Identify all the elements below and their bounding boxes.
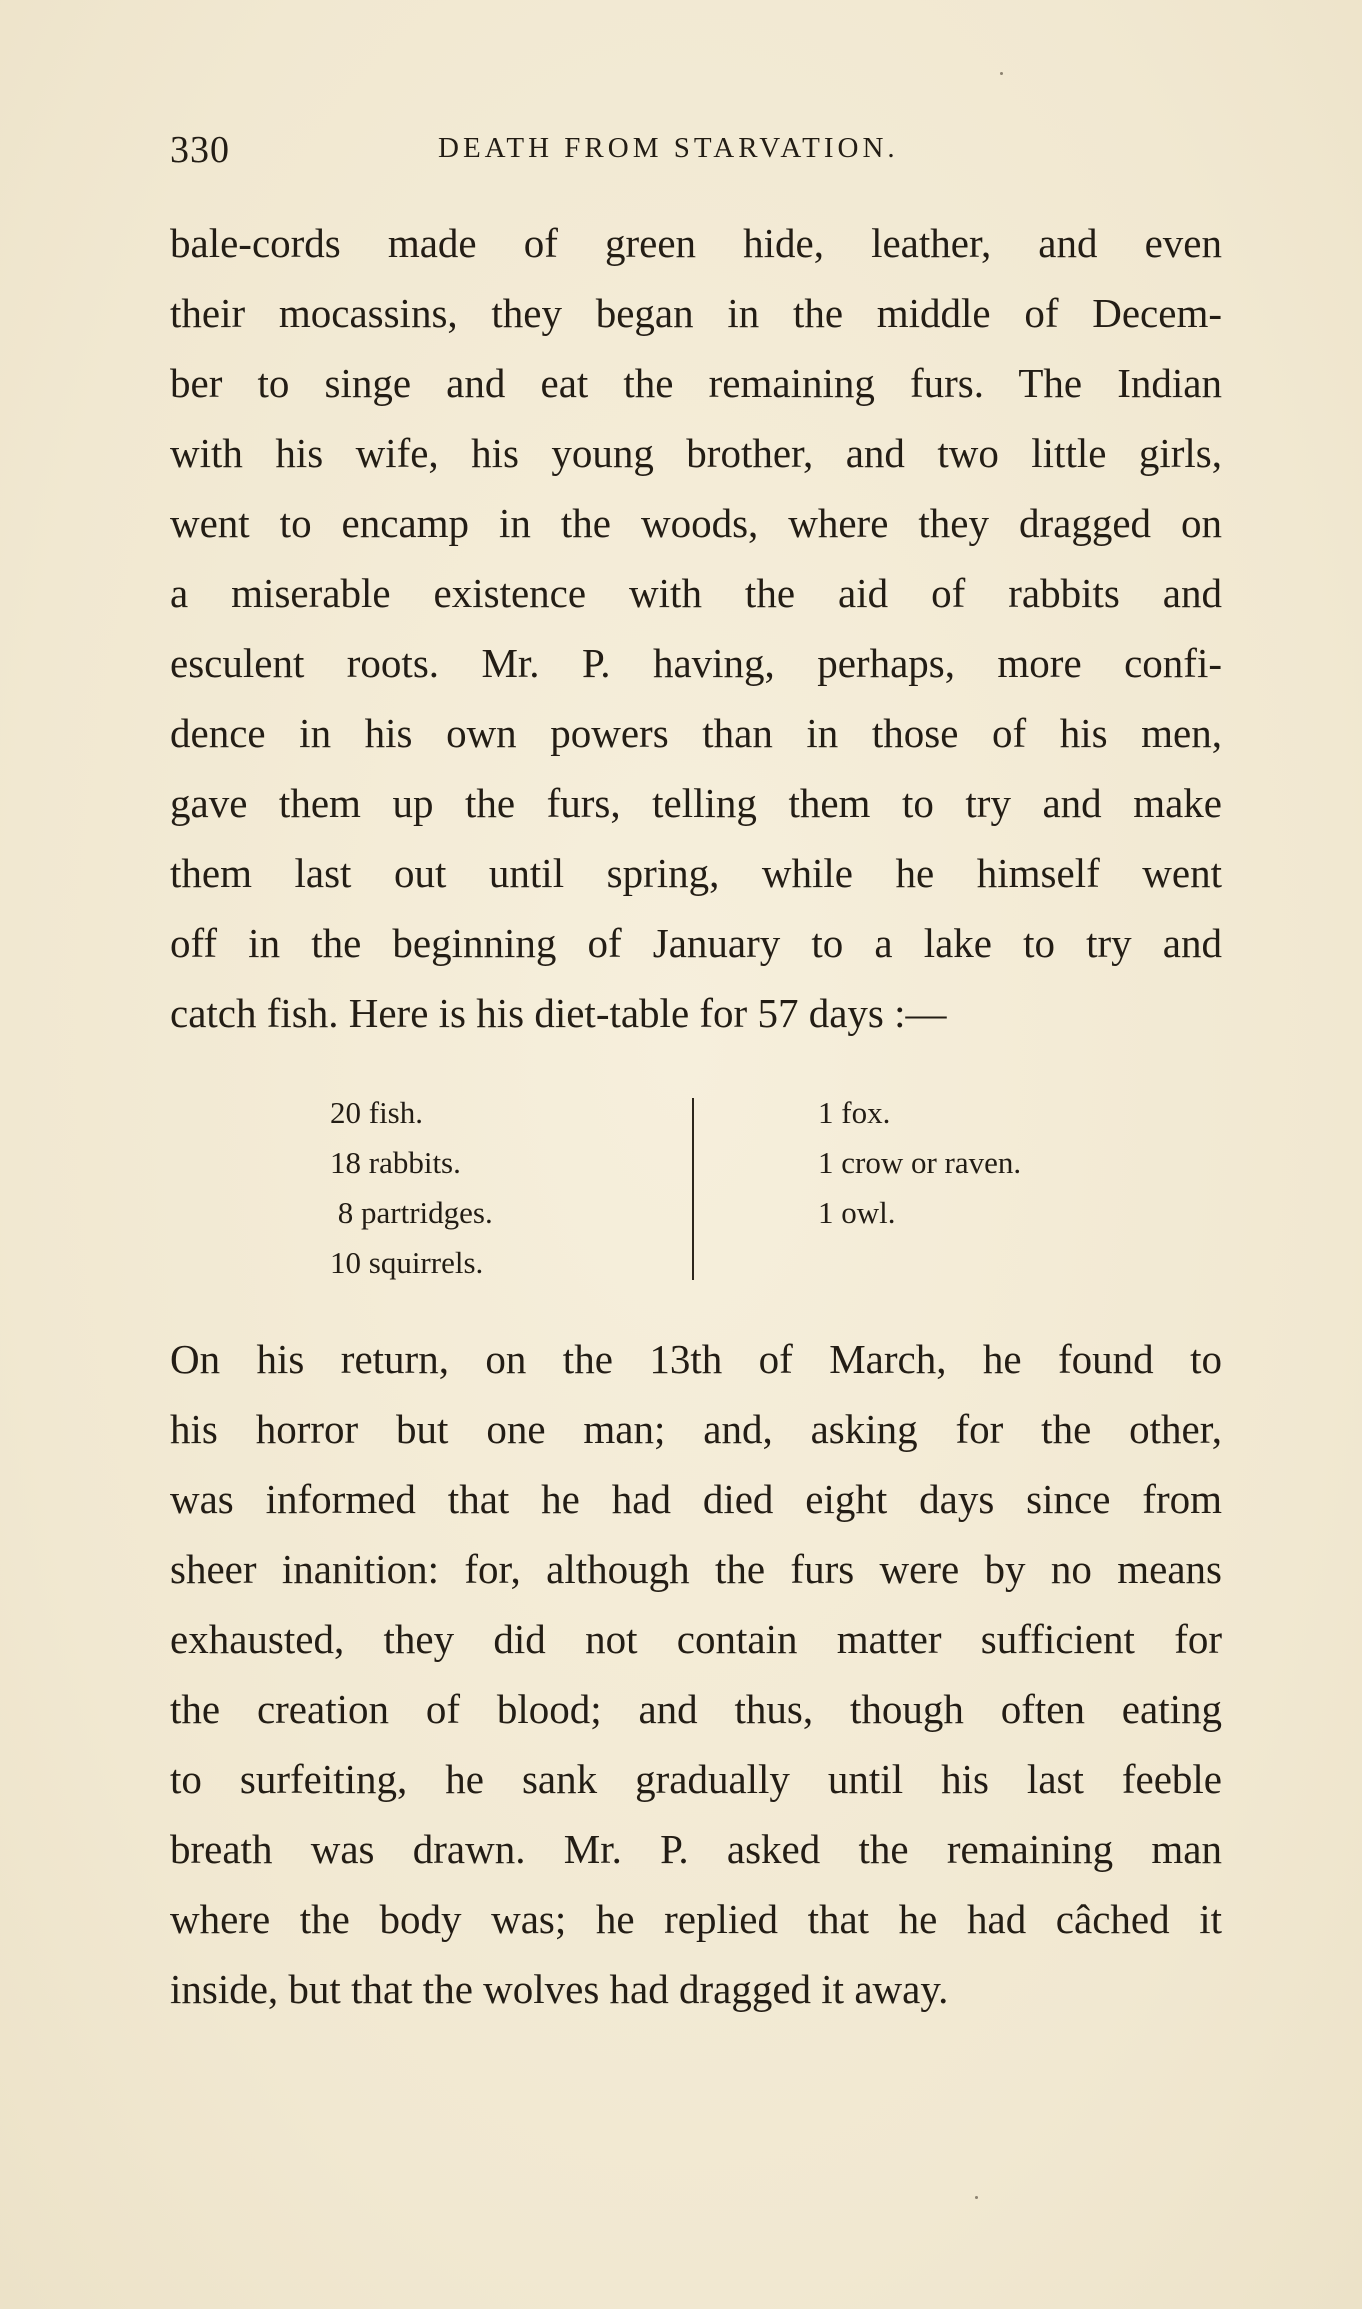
paragraph (170, 208, 1222, 1048)
text-line: his horror but one man; and, asking for the other, (170, 1406, 1222, 1452)
diet-item: 10 squirrels. (330, 1245, 484, 1280)
text-line: dence in his own powers than in those of his men, (170, 710, 1222, 756)
text-line: exhausted, they did not contain matter sufficient for (170, 1616, 1222, 1662)
text-line: gave them up the furs, telling them to try and make (170, 780, 1222, 826)
text-line: breath was drawn. Mr. P. asked the remaining man (170, 1826, 1222, 1872)
diet-item: 18 rabbits. (330, 1145, 461, 1180)
text-line: to surfeiting, he sank gradually until his last feeble (170, 1756, 1222, 1802)
diet-item: 1 owl. (818, 1195, 896, 1230)
text-line: went to encamp in the woods, where they dragged on (170, 500, 1222, 546)
text-line: them last out until spring, while he himself went (170, 850, 1222, 896)
text-line: off in the beginning of January to a lake to try and (170, 920, 1222, 966)
page-header (170, 128, 1230, 178)
text-line: esculent roots. Mr. P. having, perhaps, more confi- (170, 640, 1222, 686)
text-line: the creation of blood; and thus, though often eating (170, 1686, 1222, 1732)
text-line: inside, but that the wolves had dragged it away. (170, 1966, 949, 2012)
running-head: DEATH FROM STARVATION. (438, 132, 899, 164)
text-line: a miserable existence with the aid of rabbits and (170, 570, 1222, 616)
text-line: sheer inanition: for, although the furs were by no means (170, 1546, 1222, 1592)
page-number: 330 (170, 129, 230, 171)
paragraph (170, 1324, 1222, 2024)
paper-speck (1000, 72, 1003, 75)
column-divider (692, 1098, 694, 1280)
text-line: with his wife, his young brother, and two little girls, (170, 430, 1222, 476)
text-line: their mocassins, they began in the middle of Decem- (170, 290, 1222, 336)
text-line: ber to singe and eat the remaining furs. The Indian (170, 360, 1222, 406)
paper-speck (975, 2196, 978, 2199)
diet-table-left-column (330, 1088, 493, 1288)
diet-table (330, 1088, 1130, 1288)
diet-item: 8 partridges. (330, 1195, 493, 1230)
diet-table-right-column (818, 1088, 1021, 1238)
text-line: catch fish. Here is his diet-table for 57 days :— (170, 990, 947, 1036)
diet-item: 1 crow or raven. (818, 1145, 1022, 1180)
text-line: On his return, on the 13th of March, he found to (170, 1336, 1222, 1382)
diet-item: 20 fish. (330, 1095, 423, 1130)
diet-item: 1 fox. (818, 1095, 891, 1130)
text-line: bale-cords made of green hide, leather, and even (170, 220, 1222, 266)
text-line: was informed that he had died eight days since from (170, 1476, 1222, 1522)
text-line: where the body was; he replied that he had câched it (170, 1896, 1222, 1942)
